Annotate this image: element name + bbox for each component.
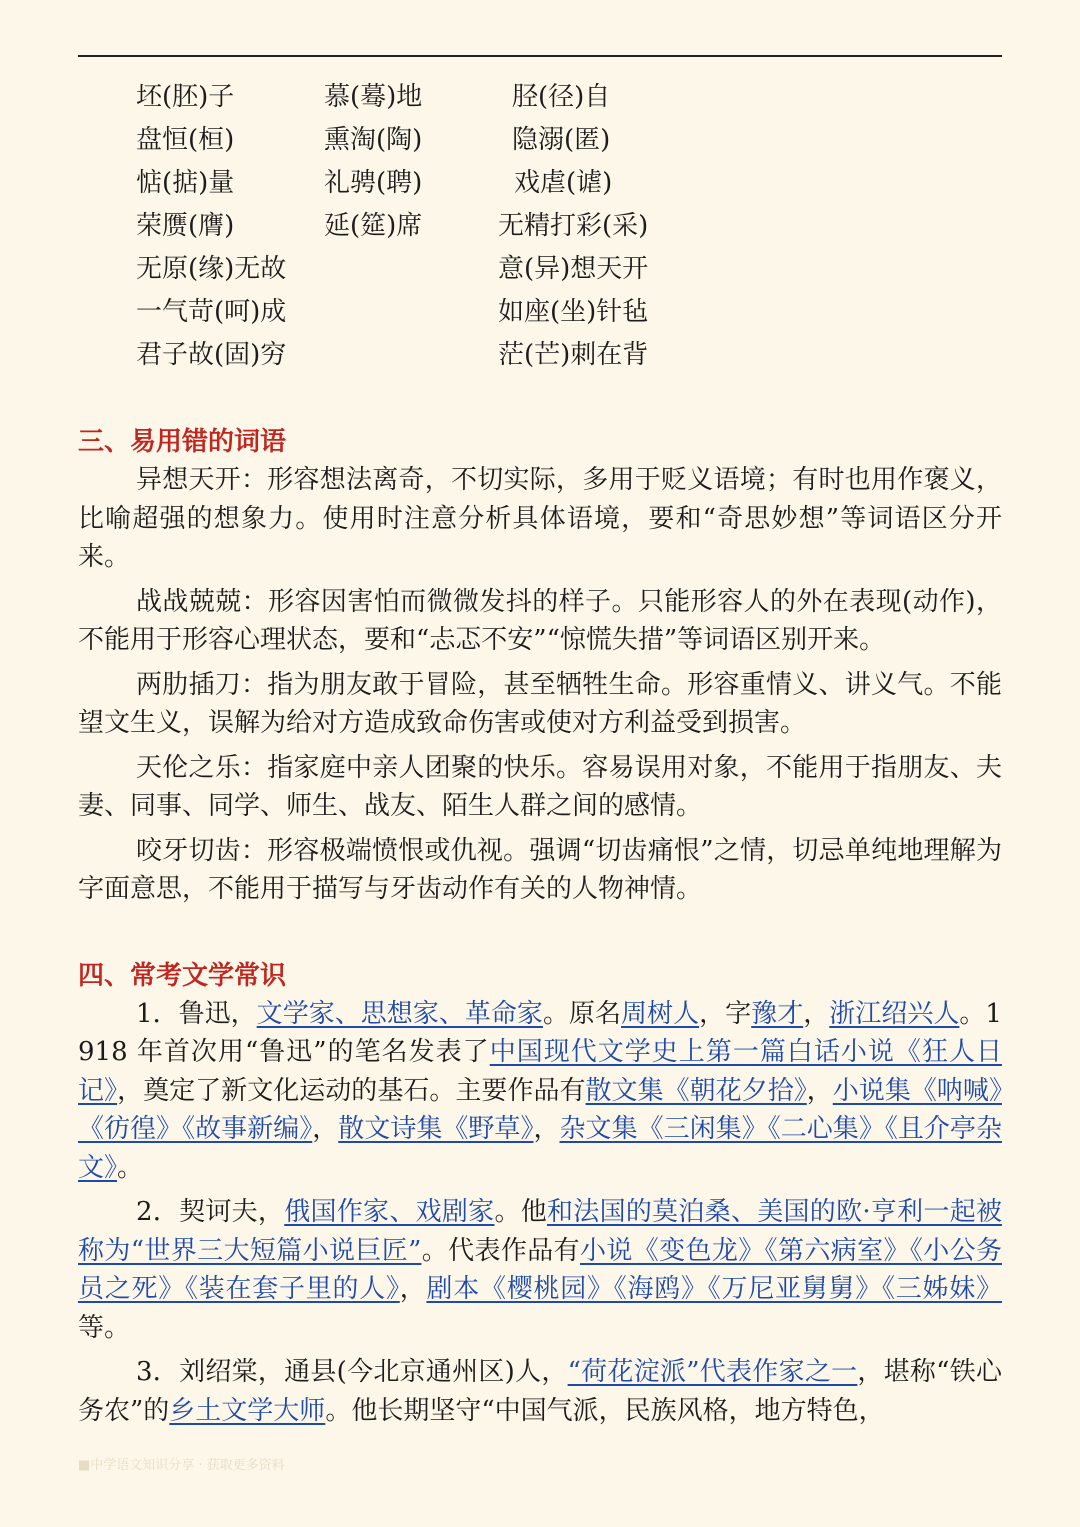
word-cell: 荣赝(膺) (136, 211, 235, 241)
text: 1．鲁迅， (136, 998, 257, 1029)
highlight-text: 和法国的莫泊桑、美国的欧·亨利一起被称为“世界三大短篇小说巨匠” (78, 1197, 1002, 1266)
word-cell: 熏淘(陶) (324, 125, 423, 155)
text: ， (806, 1075, 833, 1106)
highlight-text: 俄国作家、戏剧家 (284, 1197, 495, 1227)
section-heading: 四、常考文学常识 (78, 960, 287, 991)
highlight-text: 豫才 (751, 998, 804, 1029)
word-cell: 如座(坐)针毡 (498, 297, 649, 327)
highlight-text: 周树人 (621, 998, 700, 1029)
word-cell: 延(筵)席 (324, 211, 423, 241)
footer-watermark: ■中学语文知识分享 · 获取更多资料 (78, 1458, 285, 1473)
text: 3．刘绍棠，通县(今北京通州区)人， (136, 1357, 568, 1387)
text: ，堪称“铁心务农”的 (78, 1357, 1002, 1426)
word-cell: 戏虐(谑) (514, 168, 613, 198)
text: 。代表作品有 (421, 1235, 581, 1266)
text: ， (312, 1114, 339, 1144)
word-cell: 惦(掂)量 (136, 168, 235, 198)
word-cell: 坯(胚)子 (136, 82, 235, 112)
highlight-text: 乡土文学大师 (169, 1395, 326, 1426)
paragraph: 异想天开：形容想法离奇，不切实际，多用于贬义语境；有时也用作褒义，比喻超强的想象力。使用时注意分析具体语境，要和“奇思妙想”等词语区分开来。 (78, 465, 1002, 572)
highlight-text: 剧本《樱桃园》《海鸥》《万尼亚舅舅》《三姊妹》 (426, 1274, 1002, 1304)
word-cell: 君子故(固)穷 (136, 340, 287, 370)
text: ， (533, 1114, 560, 1144)
highlight-text: 散文集《朝花夕拾》 (585, 1075, 807, 1106)
paragraph: 两肋插刀：指为朋友敢于冒险，甚至牺牲生命。形容重情义、讲义气。不能望文生义，误解为给对方造成致命伤害或使对方利益受到损害。 (78, 669, 1002, 738)
word-cell: 慕(蓦)地 (324, 82, 423, 112)
text: 。他长期坚守“中国气派，民族风格，地方特色， (325, 1395, 885, 1426)
word-cell: 礼骋(聘) (324, 168, 423, 198)
text: 。1918 年首次用“鲁迅”的笔名发表了 (78, 998, 1002, 1067)
text: 2．契诃夫， (136, 1197, 285, 1227)
text: 。原名 (542, 998, 622, 1029)
text: ， (399, 1274, 427, 1304)
word-cell: 无原(缘)无故 (136, 254, 287, 284)
highlight-text: 浙江绍兴人 (829, 998, 960, 1029)
word-cell: 无精打彩(采) (498, 211, 649, 241)
top-rule (78, 55, 1002, 57)
word-cell: 一气苛(呵)成 (136, 297, 287, 327)
section-heading: 三、易用错的词语 (78, 427, 287, 457)
paragraph-liushaotang (78, 1353, 1002, 1430)
paragraph: 咬牙切齿：形容极端愤恨或仇视。强调“切齿痛恨”之情，切忌单纯地理解为字面意思，不能用于描写与牙齿动作有关的人物神情。 (78, 835, 1002, 904)
highlight-text: 文学家、思想家、革命家 (256, 998, 543, 1029)
highlight-text: 散文诗集《野草》 (338, 1114, 534, 1144)
paragraph-chekhov (78, 1193, 1002, 1347)
text: ，奠定了新文化运动的基石。主要作品有 (117, 1075, 586, 1106)
word-cell: 盘恒(桓) (136, 125, 235, 155)
word-cell: 隐溺(匿) (512, 125, 611, 155)
text: ， (803, 998, 830, 1029)
text: 。他 (494, 1197, 548, 1227)
word-cell: 茫(芒)刺在背 (498, 340, 649, 370)
highlight-text: 小说《变色龙》《第六病室》《小公务员之死》《装在套子里的人》 (78, 1235, 1002, 1304)
text: ，字 (699, 998, 752, 1029)
highlight-text: 杂文集《三闲集》《二心集》《且介亭杂文》 (78, 1114, 1002, 1183)
paragraph-luxun (78, 995, 1002, 1188)
text: 。 (117, 1152, 144, 1183)
text: 等。 (78, 1312, 131, 1343)
highlight-text: 中国现代文学史上第一篇白话小说《狂人日记》 (78, 1037, 1002, 1106)
highlight-text: 小说集《呐喊》《彷徨》《故事新编》 (78, 1075, 1002, 1144)
word-cell: 意(异)想天开 (498, 254, 649, 284)
paragraph: 天伦之乐：指家庭中亲人团聚的快乐。容易误用对象，不能用于指朋友、夫妻、同事、同学、师生、战友、陌生人群之间的感情。 (78, 752, 1002, 821)
word-cell: 胫(径)自 (512, 82, 611, 112)
paragraph: 战战兢兢：形容因害怕而微微发抖的样子。只能形容人的外在表现(动作)，不能用于形容心理状态，要和“忐忑不安”“惊慌失措”等词语区别开来。 (78, 586, 1002, 655)
document-page (78, 72, 1002, 1436)
highlight-text: “荷花淀派”代表作家之一 (567, 1357, 858, 1387)
word-grid (78, 72, 1002, 392)
